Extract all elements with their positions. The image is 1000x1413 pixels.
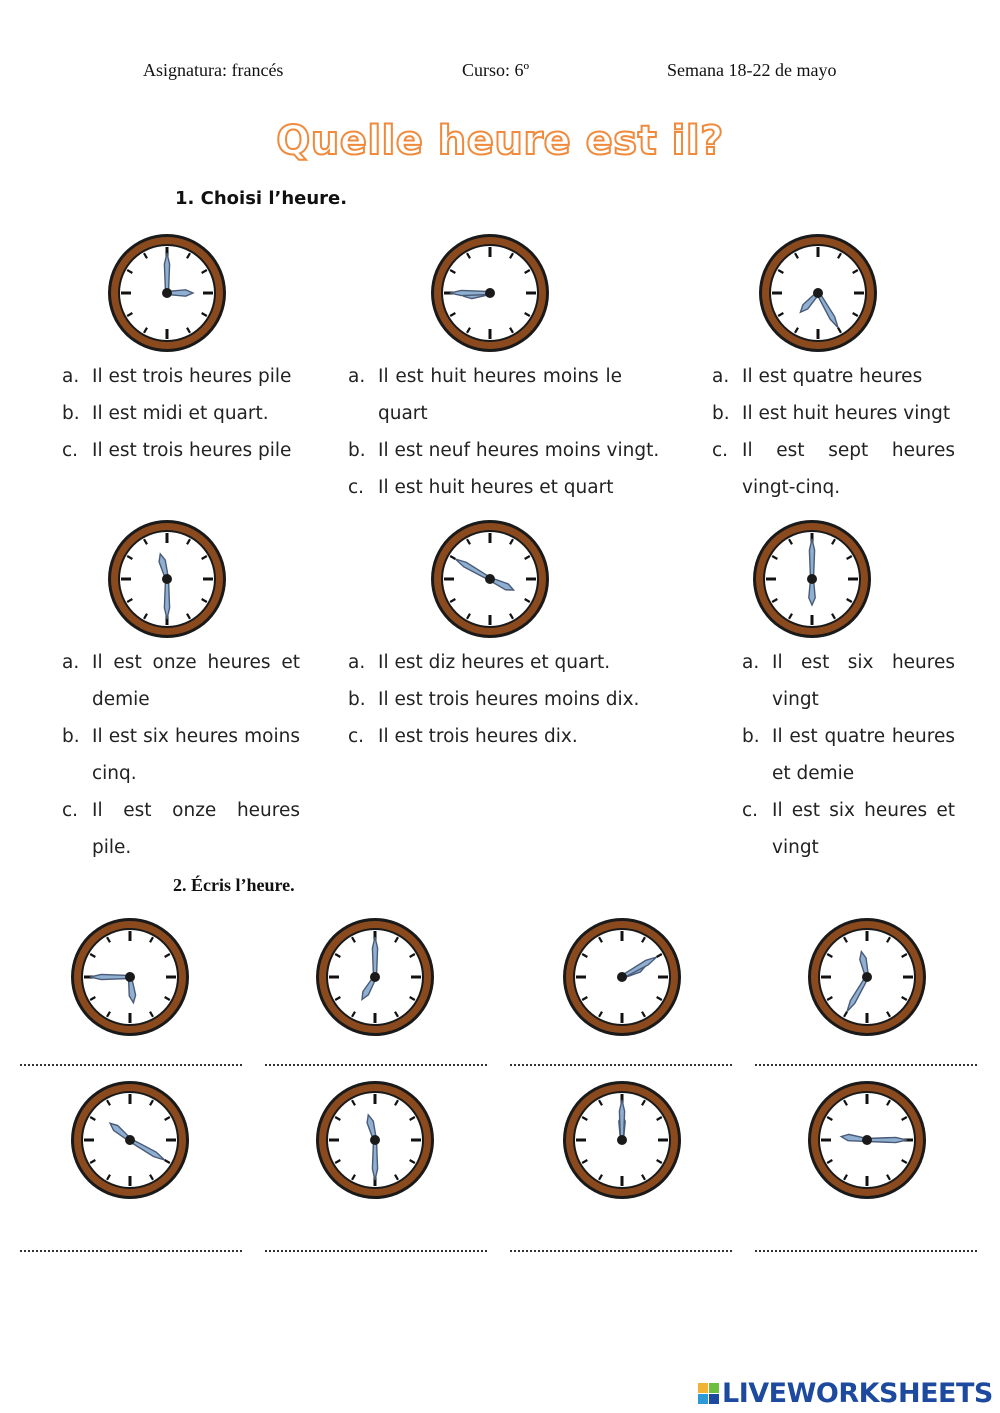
option-c[interactable]: c. Il est sept heures vingt-cinq. <box>712 440 955 498</box>
page-title: Quelle heure est il? <box>276 118 724 164</box>
options-list <box>62 644 300 866</box>
clock-icon <box>312 1077 438 1203</box>
clock-icon <box>559 914 685 1040</box>
clock-icon <box>67 914 193 1040</box>
answer-line[interactable] <box>265 1064 487 1066</box>
option-a[interactable]: a. Il est diz heures et quart. <box>348 652 611 673</box>
option-b[interactable]: b. Il est neuf heures moins vingt. <box>348 440 660 461</box>
option-c[interactable]: c. Il est huit heures et quart <box>348 477 614 498</box>
logo-blocks-icon <box>698 1383 719 1404</box>
options-list <box>348 358 664 506</box>
clock-icon <box>755 230 881 356</box>
option-a[interactable]: a. Il est trois heures pile <box>62 366 292 387</box>
options-list <box>742 644 955 866</box>
option-a[interactable]: a. Il est six heures vingt <box>742 652 955 710</box>
clock-icon <box>104 230 230 356</box>
option-c[interactable]: c. Il est six heures et vingt <box>742 800 955 858</box>
answer-line[interactable] <box>755 1064 977 1066</box>
clock-icon <box>427 230 553 356</box>
answer-line[interactable] <box>510 1064 732 1066</box>
option-b[interactable]: b. Il est trois heures moins dix. <box>348 689 640 710</box>
clock-icon <box>749 516 875 642</box>
clock-icon <box>312 914 438 1040</box>
answer-line[interactable] <box>20 1064 242 1066</box>
clock-icon <box>67 1077 193 1203</box>
options-list <box>62 358 302 469</box>
clock-icon <box>559 1077 685 1203</box>
header-course: Curso: 6º <box>462 60 530 80</box>
option-a[interactable]: a. Il est quatre heures <box>712 366 923 387</box>
option-c[interactable]: c. Il est trois heures dix. <box>348 726 578 747</box>
liveworksheets-logo <box>698 1378 993 1409</box>
options-list <box>348 644 648 755</box>
clock-icon <box>104 516 230 642</box>
answer-line[interactable] <box>20 1250 242 1252</box>
answer-line[interactable] <box>755 1250 977 1252</box>
option-c[interactable]: c. Il est onze heures pile. <box>62 800 300 858</box>
logo-wordmark: LIVEWORKSHEETS <box>722 1378 993 1409</box>
clock-icon <box>804 1077 930 1203</box>
section1-heading: 1. Choisi l’heure. <box>175 188 348 209</box>
options-list <box>712 358 955 506</box>
answer-line[interactable] <box>265 1250 487 1252</box>
option-b[interactable]: b. Il est huit heures vingt <box>712 403 951 424</box>
clock-icon <box>427 516 553 642</box>
option-c[interactable]: c. Il est trois heures pile <box>62 440 292 461</box>
option-b[interactable]: b. Il est midi et quart. <box>62 403 269 424</box>
header-week: Semana 18-22 de mayo <box>667 60 837 80</box>
section2-heading: 2. Écris l’heure. <box>173 875 295 895</box>
header-subject: Asignatura: francés <box>143 60 284 80</box>
clock-icon <box>804 914 930 1040</box>
option-a[interactable]: a. Il est huit heures moins le quart <box>348 366 622 424</box>
option-a[interactable]: a. Il est onze heures et demie <box>62 652 300 710</box>
option-b[interactable]: b. Il est quatre heures et demie <box>742 726 955 784</box>
answer-line[interactable] <box>510 1250 732 1252</box>
option-b[interactable]: b. Il est six heures moins cinq. <box>62 726 300 784</box>
